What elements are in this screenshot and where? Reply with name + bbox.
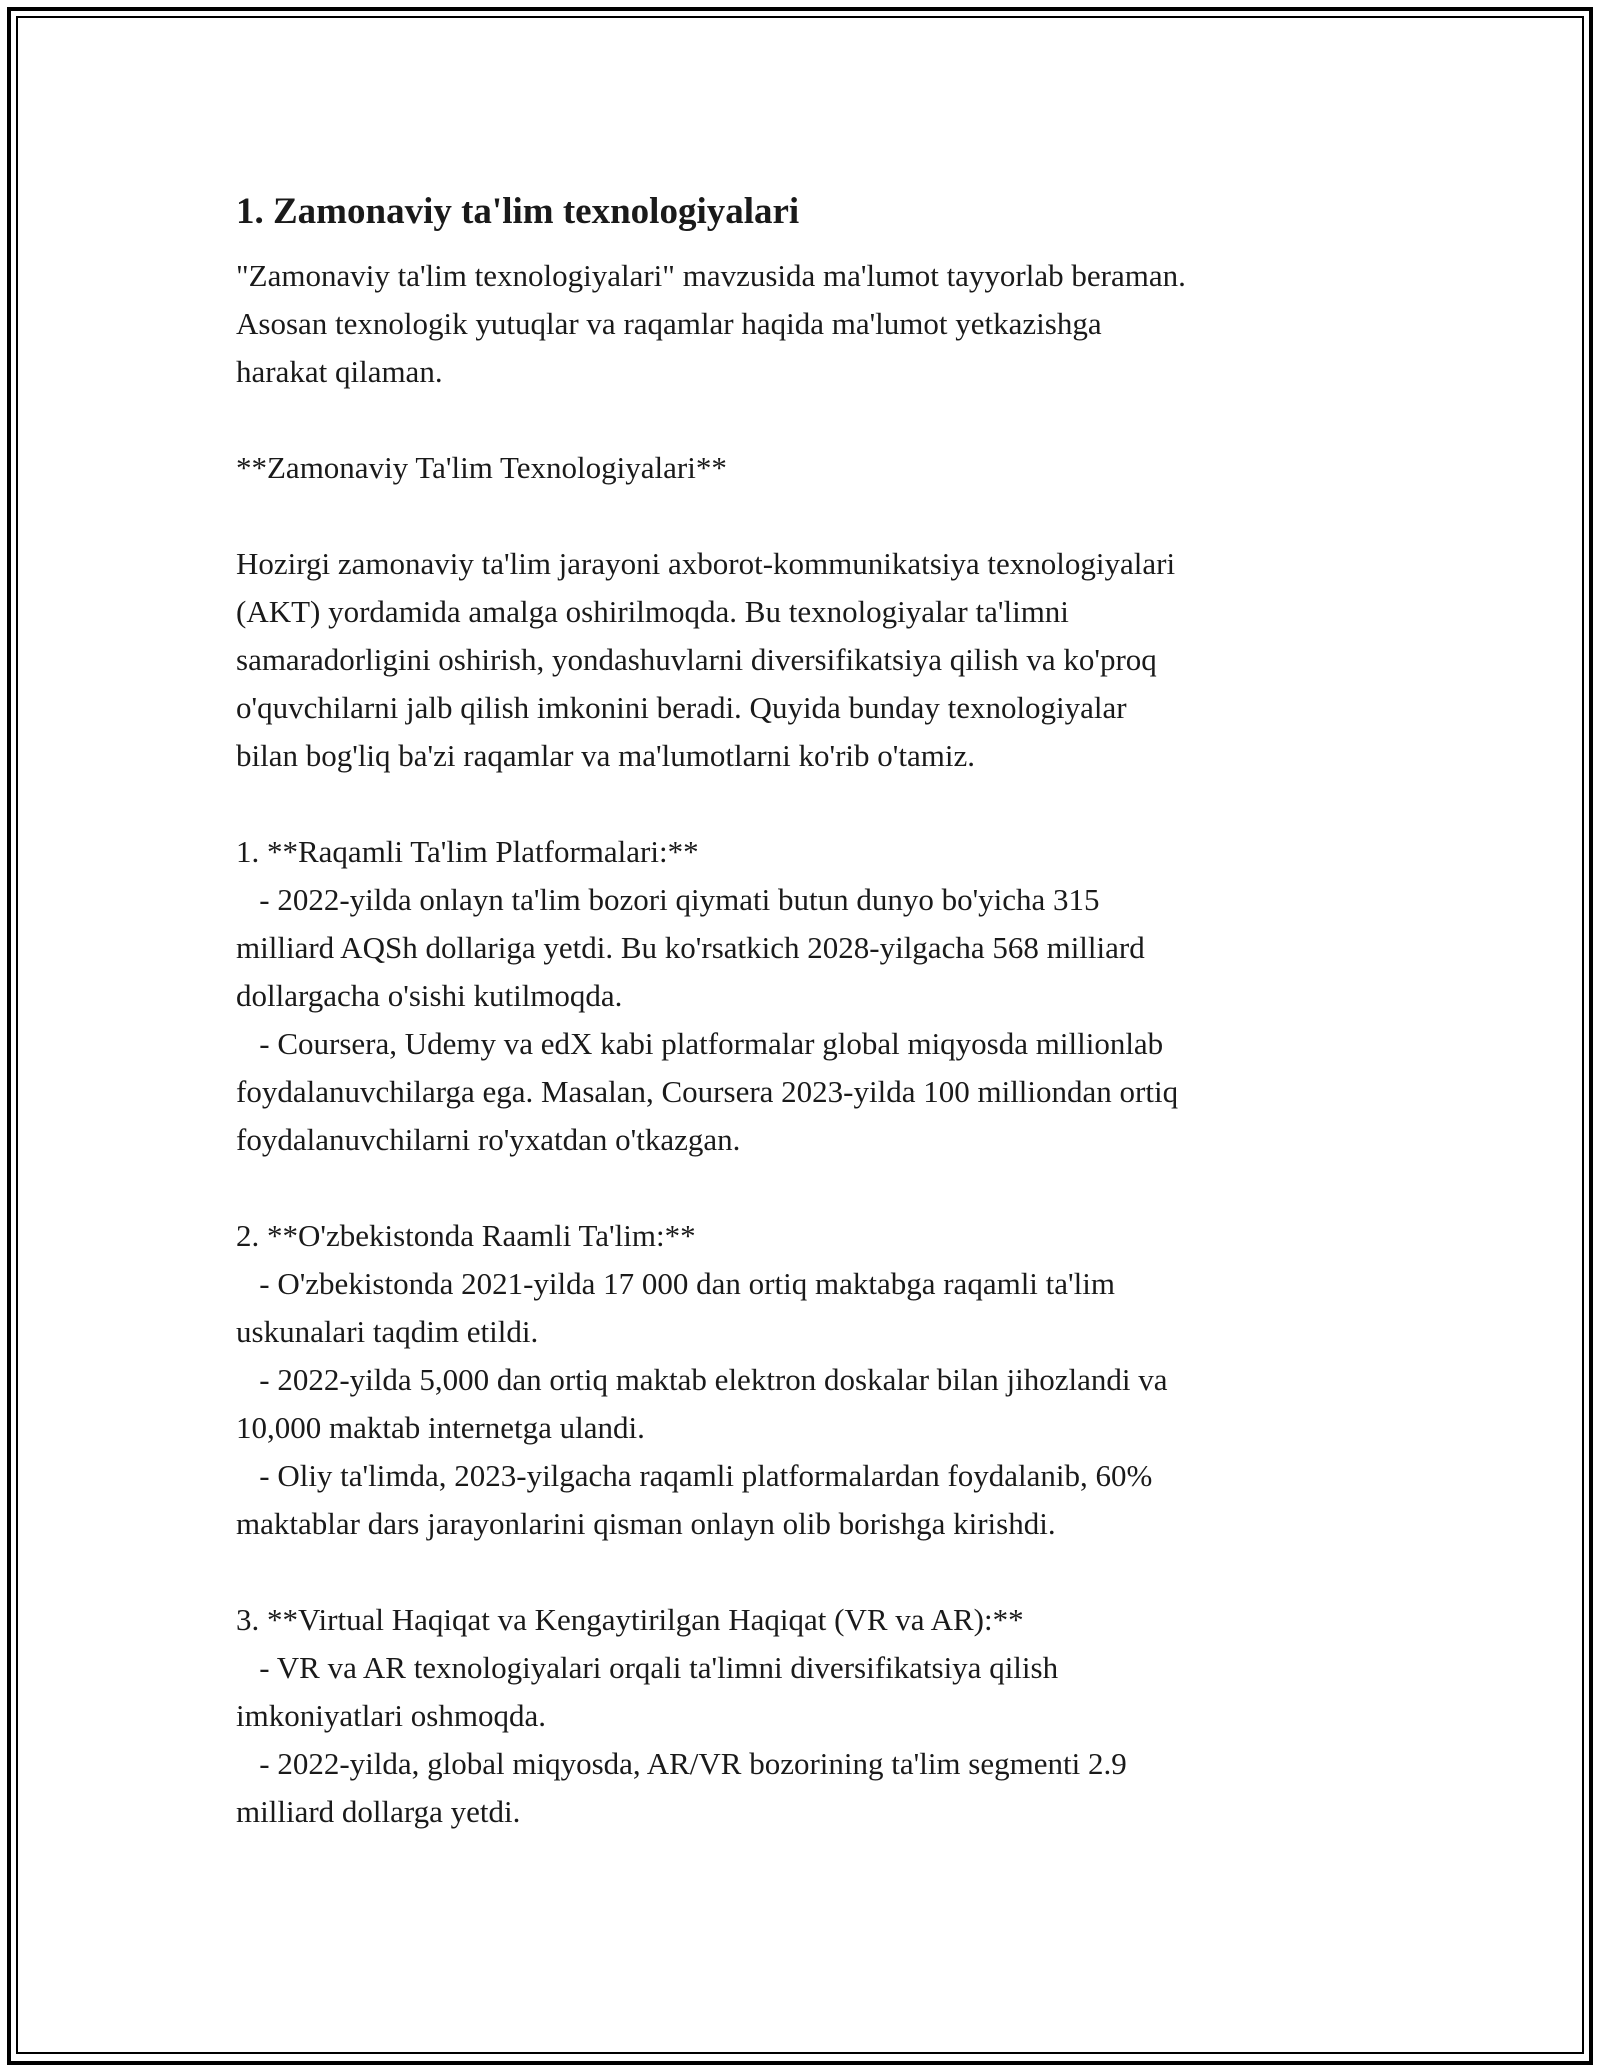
section-uzbekistan bbox=[236, 1212, 1376, 1548]
subheading: **Zamonaviy Ta'lim Texnologiyalari** bbox=[236, 450, 727, 485]
spacer bbox=[236, 492, 1376, 540]
list-item: - Oliy ta'limda, 2023-yilgacha raqamli platformalardan foydalanib, 60% maktablar dars jarayonlarini qisman onlayn olib borishga kirishdi. bbox=[236, 1458, 1153, 1541]
section-heading: 2. **O'zbekistonda Raamli Ta'lim:** bbox=[236, 1218, 696, 1253]
list-item: - O'zbekistonda 2021-yilda 17 000 dan ortiq maktabga raqamli ta'lim uskunalari taqdim etildi. bbox=[236, 1266, 1115, 1349]
list-item: - Coursera, Udemy va edX kabi platformalar global miqyosda millionlab foydalanuvchilarga ega. Masalan, Coursera 2023-yilda 100 milliondan ortiq foydalanuvchilarni ro'yxatdan o'tkazgan. bbox=[236, 1026, 1179, 1157]
list-item: - 2022-yilda, global miqyosda, AR/VR bozorining ta'lim segmenti 2.9 milliard dollarga yetdi. bbox=[236, 1746, 1127, 1829]
section-heading: 3. **Virtual Haqiqat va Kengaytirilgan Haqiqat (VR va AR):** bbox=[236, 1602, 1024, 1637]
spacer bbox=[236, 396, 1376, 444]
overview-paragraph: Hozirgi zamonaviy ta'lim jarayoni axborot-kommunikatsiya texnologiyalari (AKT) yordamida amalga oshirilmoqda. Bu texnologiyalar ta'limni samaradorligini oshirish, yondashuvlarni diversifikatsiya qilish va ko'proq o'quvchilarni jalb qilish imkonini beradi. Quyida bunday texnologiyalar bilan bog'liq ba'zi raqamlar va ma'lumotlarni ko'rib o'tamiz. bbox=[236, 546, 1176, 773]
intro-paragraph: "Zamonaviy ta'lim texnologiyalari" mavzusida ma'lumot tayyorlab beraman. Asosan texnologik yutuqlar va raqamlar haqida ma'lumot yetkazishga harakat qilaman. bbox=[236, 258, 1186, 389]
spacer bbox=[236, 1164, 1376, 1212]
document-title: 1. Zamonaviy ta'lim texnologiyalari bbox=[236, 191, 800, 232]
list-item: - VR va AR texnologiyalari orqali ta'limni diversifikatsiya qilish imkoniyatlari oshmoqda. bbox=[236, 1650, 1059, 1733]
list-item: - 2022-yilda onlayn ta'lim bozori qiymati butun dunyo bo'yicha 315 milliard AQSh dollariga yetdi. Bu ko'rsatkich 2028-yilgacha 568 milliard dollargacha o'sishi kutilmoqda. bbox=[236, 882, 1145, 1013]
section-vr-ar bbox=[236, 1596, 1376, 1836]
spacer bbox=[236, 780, 1376, 828]
section-digital-platforms bbox=[236, 828, 1376, 1164]
list-item: - 2022-yilda 5,000 dan ortiq maktab elektron doskalar bilan jihozlandi va 10,000 maktab internetga ulandi. bbox=[236, 1362, 1168, 1445]
document-body bbox=[236, 186, 1376, 1836]
spacer bbox=[236, 1548, 1376, 1596]
section-heading: 1. **Raqamli Ta'lim Platformalari:** bbox=[236, 834, 699, 869]
